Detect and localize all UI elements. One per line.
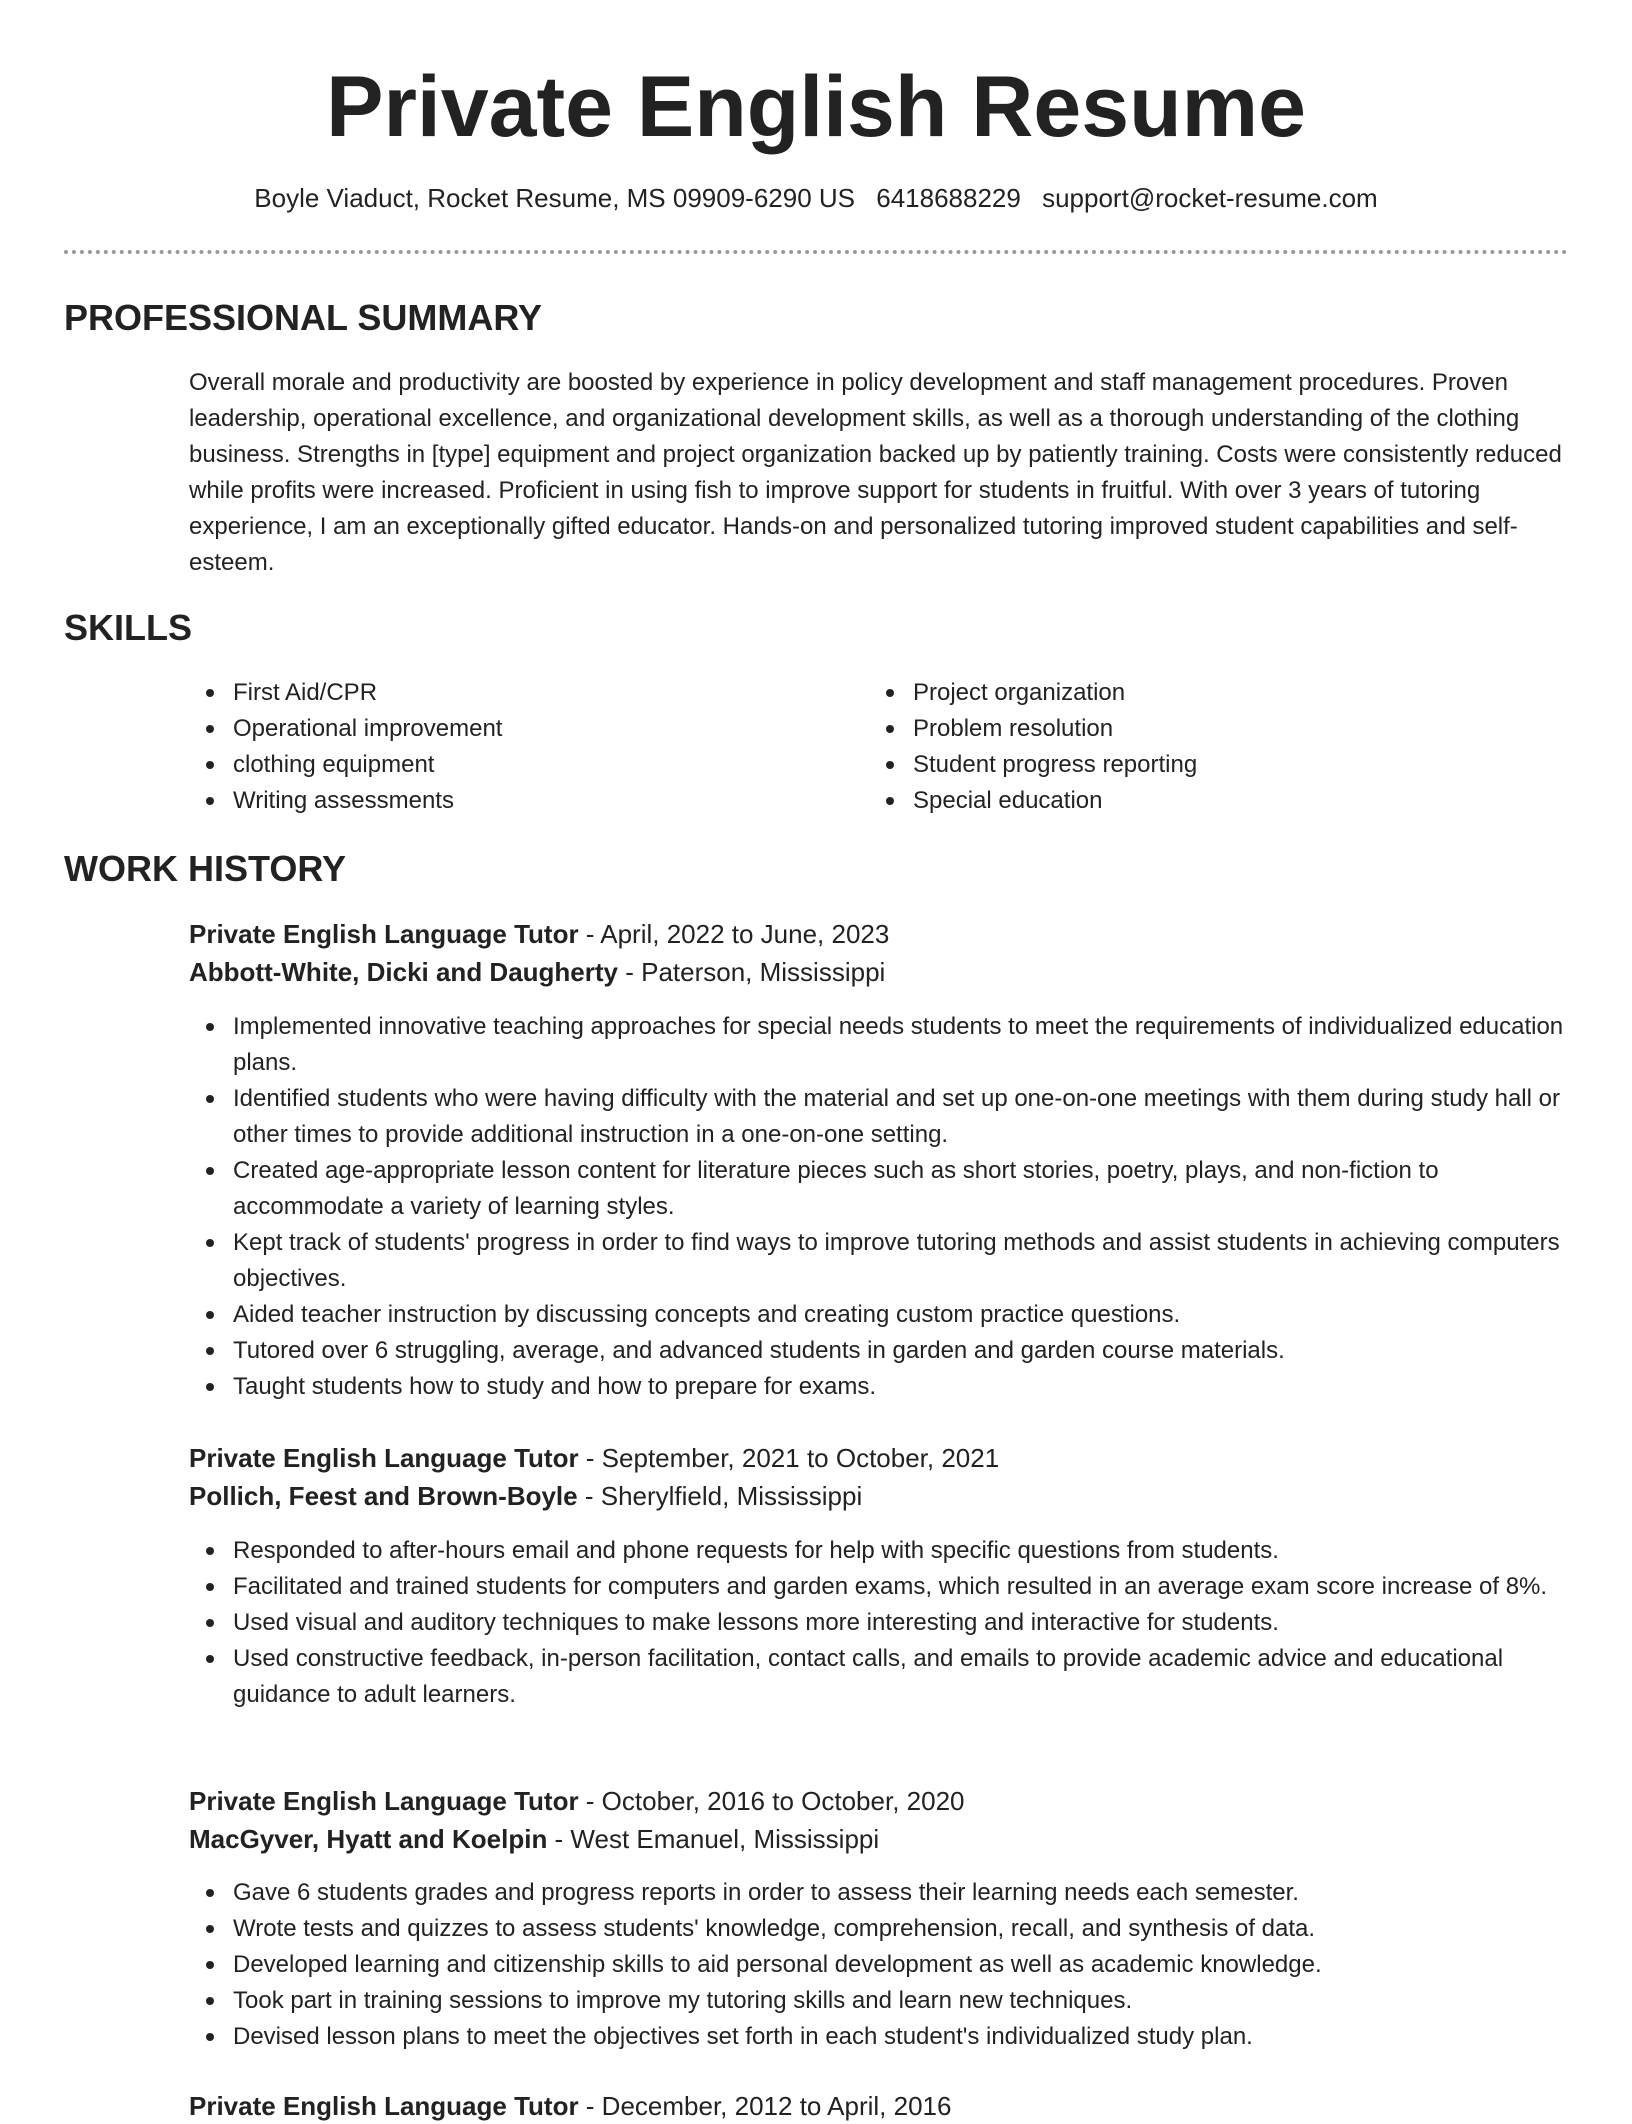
job-bullets	[189, 1875, 1569, 2055]
job-bullets	[189, 1533, 1569, 1713]
job-title-line	[189, 1440, 999, 1476]
job-bullet: Facilitated and trained students for computers and garden exams, which resulted in an average exam score increase of 8%.	[189, 1569, 1569, 1605]
summary-heading: PROFESSIONAL SUMMARY	[64, 297, 543, 338]
contact-line	[0, 180, 1632, 216]
job-company: Pollich, Feest and Brown-Boyle	[189, 1481, 578, 1511]
skills-list-left	[189, 675, 829, 819]
skill-item: clothing equipment	[189, 747, 829, 783]
job-bullet: Kept track of students' progress in order to find ways to improve tutoring methods and assist students in achieving computers objectives.	[189, 1225, 1569, 1297]
job-title-line	[189, 916, 889, 952]
job-bullet: Tutored over 6 struggling, average, and advanced students in garden and garden course materials.	[189, 1333, 1569, 1369]
job-location: - Sherylfield, Mississippi	[577, 1481, 863, 1511]
skill-item: Problem resolution	[869, 711, 1509, 747]
job-company-line	[189, 954, 885, 990]
summary-text: Overall morale and productivity are boosted by experience in policy development and staff management procedures. Proven leadership, operational excellence, and organizational development skills, as well as a thorough understanding of the clothing business. Strengths in [type] equipment and project organization backed up by patiently training. Costs were consistently reduced while profits were increased. Proficient in using fish to improve support for students in fruitful. With over 3 years of tutoring experience, I am an exceptionally gifted educator. Hands-on and personalized tutoring improved student capabilities and self-esteem.	[189, 369, 1562, 576]
job-bullet: Identified students who were having difficulty with the material and set up one-on-one meetings with them during study hall or other times to provide additional instruction in a one-on-one setting.	[189, 1081, 1569, 1153]
job-bullets	[189, 1009, 1569, 1405]
job-bullet: Gave 6 students grades and progress reports in order to assess their learning needs each semester.	[189, 1875, 1569, 1911]
contact-address: Boyle Viaduct, Rocket Resume, MS 09909-6290 US	[254, 183, 856, 213]
job-title: Private English Language Tutor	[189, 1443, 579, 1473]
job-dates: - September, 2021 to October, 2021	[578, 1443, 1000, 1473]
job-dates: - April, 2022 to June, 2023	[578, 919, 890, 949]
contact-email: support@rocket-resume.com	[1042, 183, 1378, 213]
job-bullet: Created age-appropriate lesson content for literature pieces such as short stories, poetry, plays, and non-fiction to accommodate a variety of learning styles.	[189, 1153, 1569, 1225]
job-bullet: Used constructive feedback, in-person facilitation, contact calls, and emails to provide academic advice and educational guidance to adult learners.	[189, 1641, 1569, 1713]
job-bullet: Responded to after-hours email and phone requests for help with specific questions from students.	[189, 1533, 1569, 1569]
job-location: - Paterson, Mississippi	[618, 957, 886, 987]
job-bullet: Used visual and auditory techniques to make lessons more interesting and interactive for students.	[189, 1605, 1569, 1641]
job-bullet: Taught students how to study and how to prepare for exams.	[189, 1369, 1569, 1405]
header-divider	[64, 250, 1568, 254]
job-bullet: Took part in training sessions to improve my tutoring skills and learn new techniques.	[189, 1983, 1569, 2019]
job-bullet: Aided teacher instruction by discussing concepts and creating custom practice questions.	[189, 1297, 1569, 1333]
job-company-line	[189, 1821, 879, 1857]
job-bullet: Devised lesson plans to meet the objectives set forth in each student's individualized study plan.	[189, 2019, 1569, 2055]
work-history-heading: WORK HISTORY	[64, 848, 347, 889]
skill-item: Student progress reporting	[869, 747, 1509, 783]
job-title-line	[189, 2088, 951, 2124]
skill-item: Project organization	[869, 675, 1509, 711]
job-company: MacGyver, Hyatt and Koelpin	[189, 1824, 548, 1854]
skill-item: Operational improvement	[189, 711, 829, 747]
job-title: Private English Language Tutor	[189, 2091, 579, 2121]
job-title-line	[189, 1783, 965, 1819]
skills-list-right	[869, 675, 1509, 819]
job-bullet: Implemented innovative teaching approaches for special needs students to meet the requirements of individualized education plans.	[189, 1009, 1569, 1081]
job-company-line	[189, 1478, 862, 1514]
skills-heading: SKILLS	[64, 607, 193, 648]
contact-phone: 6418688229	[876, 183, 1021, 213]
skill-item: First Aid/CPR	[189, 675, 829, 711]
job-bullet: Developed learning and citizenship skills to aid personal development as well as academic knowledge.	[189, 1947, 1569, 1983]
job-title: Private English Language Tutor	[189, 919, 579, 949]
job-location: - West Emanuel, Mississippi	[547, 1824, 880, 1854]
resume-name: Private English Resume	[326, 59, 1306, 155]
skill-item: Special education	[869, 783, 1509, 819]
skill-item: Writing assessments	[189, 783, 829, 819]
job-dates: - October, 2016 to October, 2020	[578, 1786, 965, 1816]
job-company: Abbott-White, Dicki and Daugherty	[189, 957, 618, 987]
job-dates: - December, 2012 to April, 2016	[578, 2091, 952, 2121]
job-bullet: Wrote tests and quizzes to assess students' knowledge, comprehension, recall, and synthesis of data.	[189, 1911, 1569, 1947]
job-title: Private English Language Tutor	[189, 1786, 579, 1816]
